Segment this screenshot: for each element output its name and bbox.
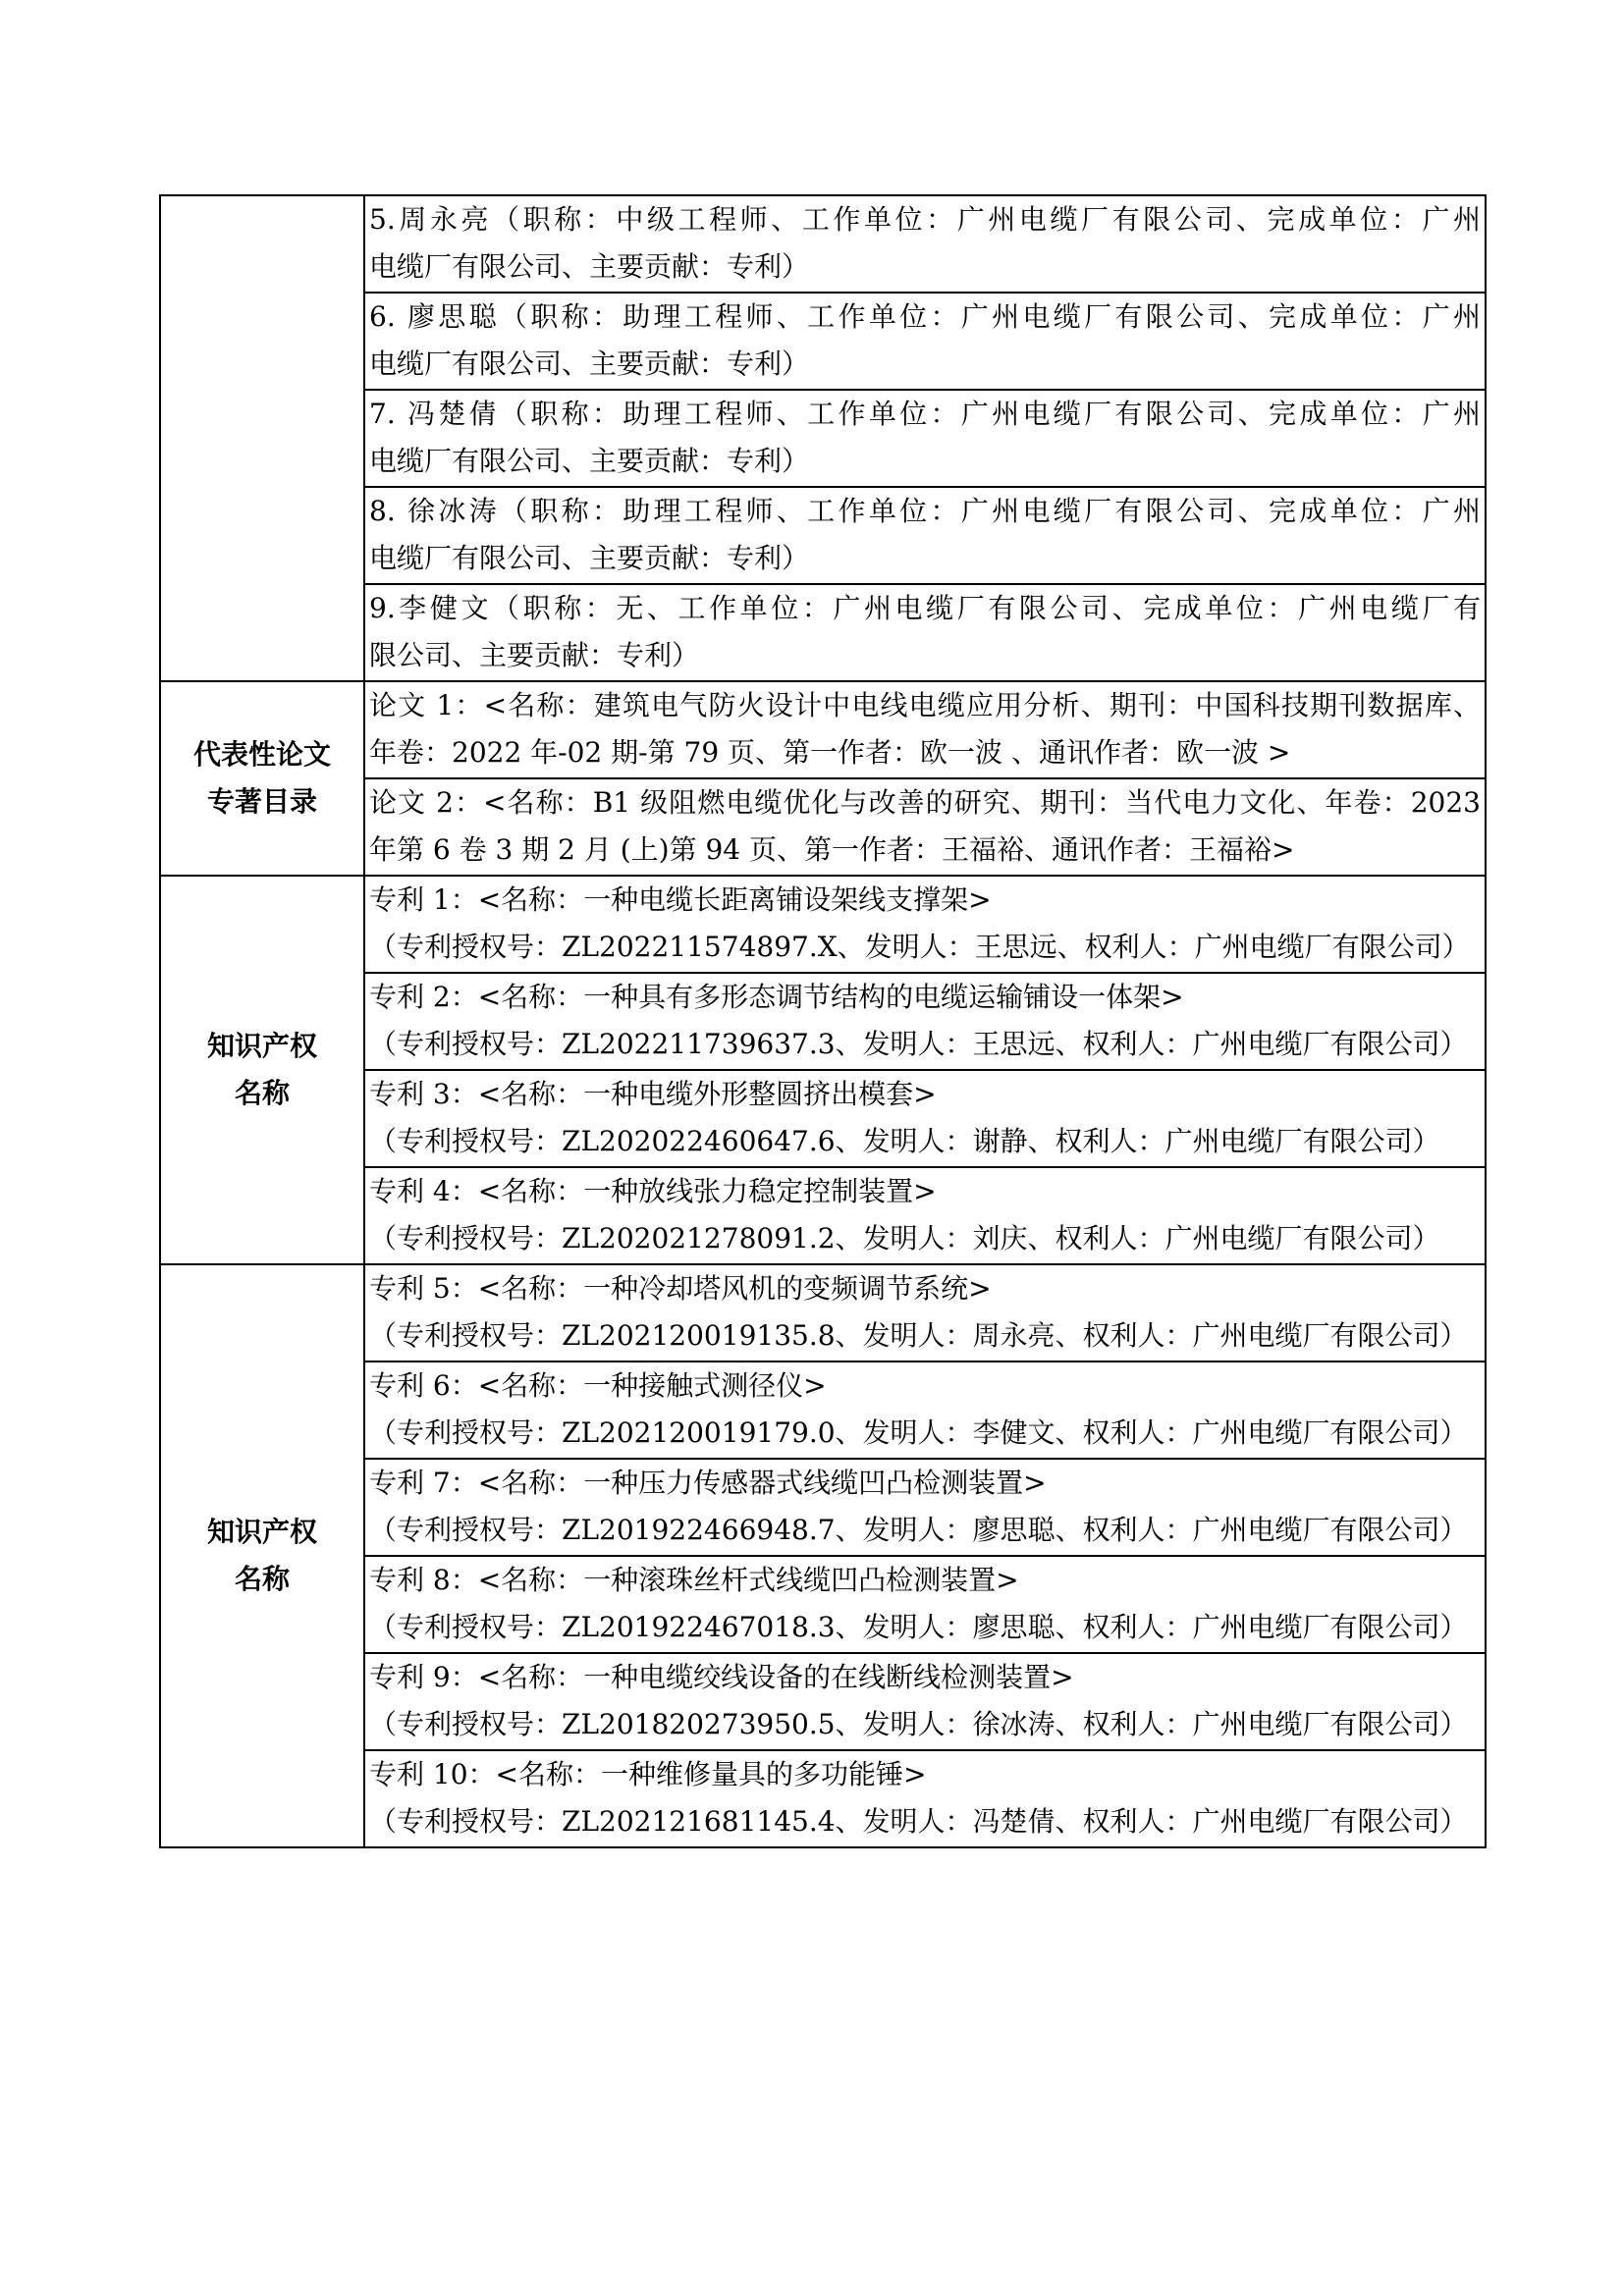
paper-2-line2: 年第 6 卷 3 期 2 月 (上)第 94 页、第一作者：王福裕、通讯作者：王福裕> — [369, 833, 1295, 866]
patent-4-line1: 专利 4：<名称：一种放线张力稳定控制装置> — [369, 1175, 937, 1207]
papers-label-cell — [160, 681, 364, 876]
paper-row — [160, 681, 1486, 778]
patent-7-line2: （专利授权号：ZL201922466948.7、发明人：廖思聪、权利人：广州电缆厂有限公司） — [369, 1514, 1468, 1546]
patent-5-line1: 专利 5：<名称：一种冷却塔风机的变频调节系统> — [369, 1272, 992, 1305]
patent-cell — [364, 1750, 1486, 1847]
paper-cell — [364, 681, 1486, 778]
member-7-line2: 电缆厂有限公司、主要贡献：专利） — [369, 445, 810, 477]
member-cell — [364, 195, 1486, 293]
member-9-line1: 9.李健文（职称：无、工作单位：广州电缆厂有限公司、完成单位：广州电缆厂有 — [369, 592, 1481, 624]
paper-cell — [364, 778, 1486, 876]
member-cell — [364, 584, 1486, 681]
member-7-line1: 7. 冯楚倩（职称：助理工程师、工作单位：广州电缆厂有限公司、完成单位：广州 — [369, 398, 1481, 430]
paper-1-line1: 论文 1：<名称：建筑电气防火设计中电线电缆应用分析、期刊：中国科技期刊数据库、 — [369, 689, 1481, 721]
patent-8-line1: 专利 8：<名称：一种滚珠丝杆式线缆凹凸检测装置> — [369, 1564, 1019, 1596]
member-8-line1: 8. 徐冰涛（职称：助理工程师、工作单位：广州电缆厂有限公司、完成单位：广州 — [369, 495, 1481, 527]
ip2-label-line1: 知识产权 — [206, 1516, 317, 1548]
member-cell — [364, 293, 1486, 390]
patent-cell — [364, 973, 1486, 1070]
member-6-line2: 电缆厂有限公司、主要贡献：专利） — [369, 347, 810, 380]
papers-label-line1: 代表性论文 — [192, 738, 331, 771]
patent-row — [160, 1264, 1486, 1362]
paper-2-line1: 论文 2：<名称：B1 级阻燃电缆优化与改善的研究、期刊：当代电力文化、年卷：2023 — [369, 786, 1481, 819]
ip1-label-line1: 知识产权 — [206, 1030, 317, 1062]
member-cell — [364, 390, 1486, 487]
patent-cell — [364, 1362, 1486, 1459]
ip2-label-line2: 名称 — [234, 1563, 290, 1595]
patent-6-line2: （专利授权号：ZL202120019179.0、发明人：李健文、权利人：广州电缆厂有限公司） — [369, 1416, 1468, 1449]
patent-4-line2: （专利授权号：ZL202021278091.2、发明人：刘庆、权利人：广州电缆厂有限公司） — [369, 1222, 1440, 1255]
patent-row — [160, 876, 1486, 973]
member-5-line1: 5.周永亮（职称：中级工程师、工作单位：广州电缆厂有限公司、完成单位：广州 — [369, 203, 1481, 236]
patent-cell — [364, 1264, 1486, 1362]
patent-2-line1: 专利 2：<名称：一种具有多形态调节结构的电缆运输铺设一体架> — [369, 981, 1184, 1013]
member-cell — [364, 487, 1486, 584]
ip1-label-cell — [160, 876, 364, 1264]
patent-3-line1: 专利 3：<名称：一种电缆外形整圆挤出模套> — [369, 1078, 937, 1110]
member-6-line1: 6. 廖思聪（职称：助理工程师、工作单位：广州电缆厂有限公司、完成单位：广州 — [369, 300, 1481, 333]
member-9-line2: 限公司、主要贡献：专利） — [369, 639, 700, 671]
patent-2-line2: （专利授权号：ZL202211739637.3、发明人：王思远、权利人：广州电缆厂有限公司） — [369, 1028, 1468, 1060]
patent-cell — [364, 876, 1486, 973]
patent-9-line1: 专利 9：<名称：一种电缆绞线设备的在线断线检测装置> — [369, 1661, 1074, 1693]
patent-cell — [364, 1653, 1486, 1750]
member-row — [160, 195, 1486, 293]
patent-9-line2: （专利授权号：ZL201820273950.5、发明人：徐冰涛、权利人：广州电缆厂有限公司） — [369, 1708, 1468, 1740]
patent-7-line1: 专利 7：<名称：一种压力传感器式线缆凹凸检测装置> — [369, 1467, 1047, 1499]
patent-cell — [364, 1556, 1486, 1653]
patent-6-line1: 专利 6：<名称：一种接触式测径仪> — [369, 1369, 827, 1402]
member-5-line2: 电缆厂有限公司、主要贡献：专利） — [369, 250, 810, 283]
patent-8-line2: （专利授权号：ZL201922467018.3、发明人：廖思聪、权利人：广州电缆厂有限公司） — [369, 1611, 1468, 1643]
patent-1-line1: 专利 1：<名称：一种电缆长距离铺设架线支撑架> — [369, 883, 992, 916]
member-8-line2: 电缆厂有限公司、主要贡献：专利） — [369, 542, 810, 574]
patent-5-line2: （专利授权号：ZL202120019135.8、发明人：周永亮、权利人：广州电缆厂有限公司） — [369, 1319, 1468, 1352]
patent-1-line2: （专利授权号：ZL202211574897.X、发明人：王思远、权利人：广州电缆厂有限公司） — [369, 931, 1470, 963]
paper-1-line2: 年卷：2022 年-02 期-第 79 页、第一作者：欧一波 、通讯作者：欧一波 > — [369, 736, 1291, 769]
ip1-label-line2: 名称 — [234, 1077, 290, 1109]
ip2-label-cell — [160, 1264, 364, 1847]
patent-10-line1: 专利 10：<名称：一种维修量具的多功能锤> — [369, 1758, 927, 1790]
patent-cell — [364, 1070, 1486, 1167]
project-info-table — [159, 194, 1487, 1848]
patent-cell — [364, 1167, 1486, 1264]
patent-3-line2: （专利授权号：ZL202022460647.6、发明人：谢静、权利人：广州电缆厂有限公司） — [369, 1125, 1440, 1157]
patent-cell — [364, 1459, 1486, 1556]
papers-label-line2: 专著目录 — [206, 785, 317, 818]
members-label-cell — [160, 195, 364, 681]
patent-10-line2: （专利授权号：ZL202121681145.4、发明人：冯楚倩、权利人：广州电缆厂有限公司） — [369, 1805, 1468, 1838]
